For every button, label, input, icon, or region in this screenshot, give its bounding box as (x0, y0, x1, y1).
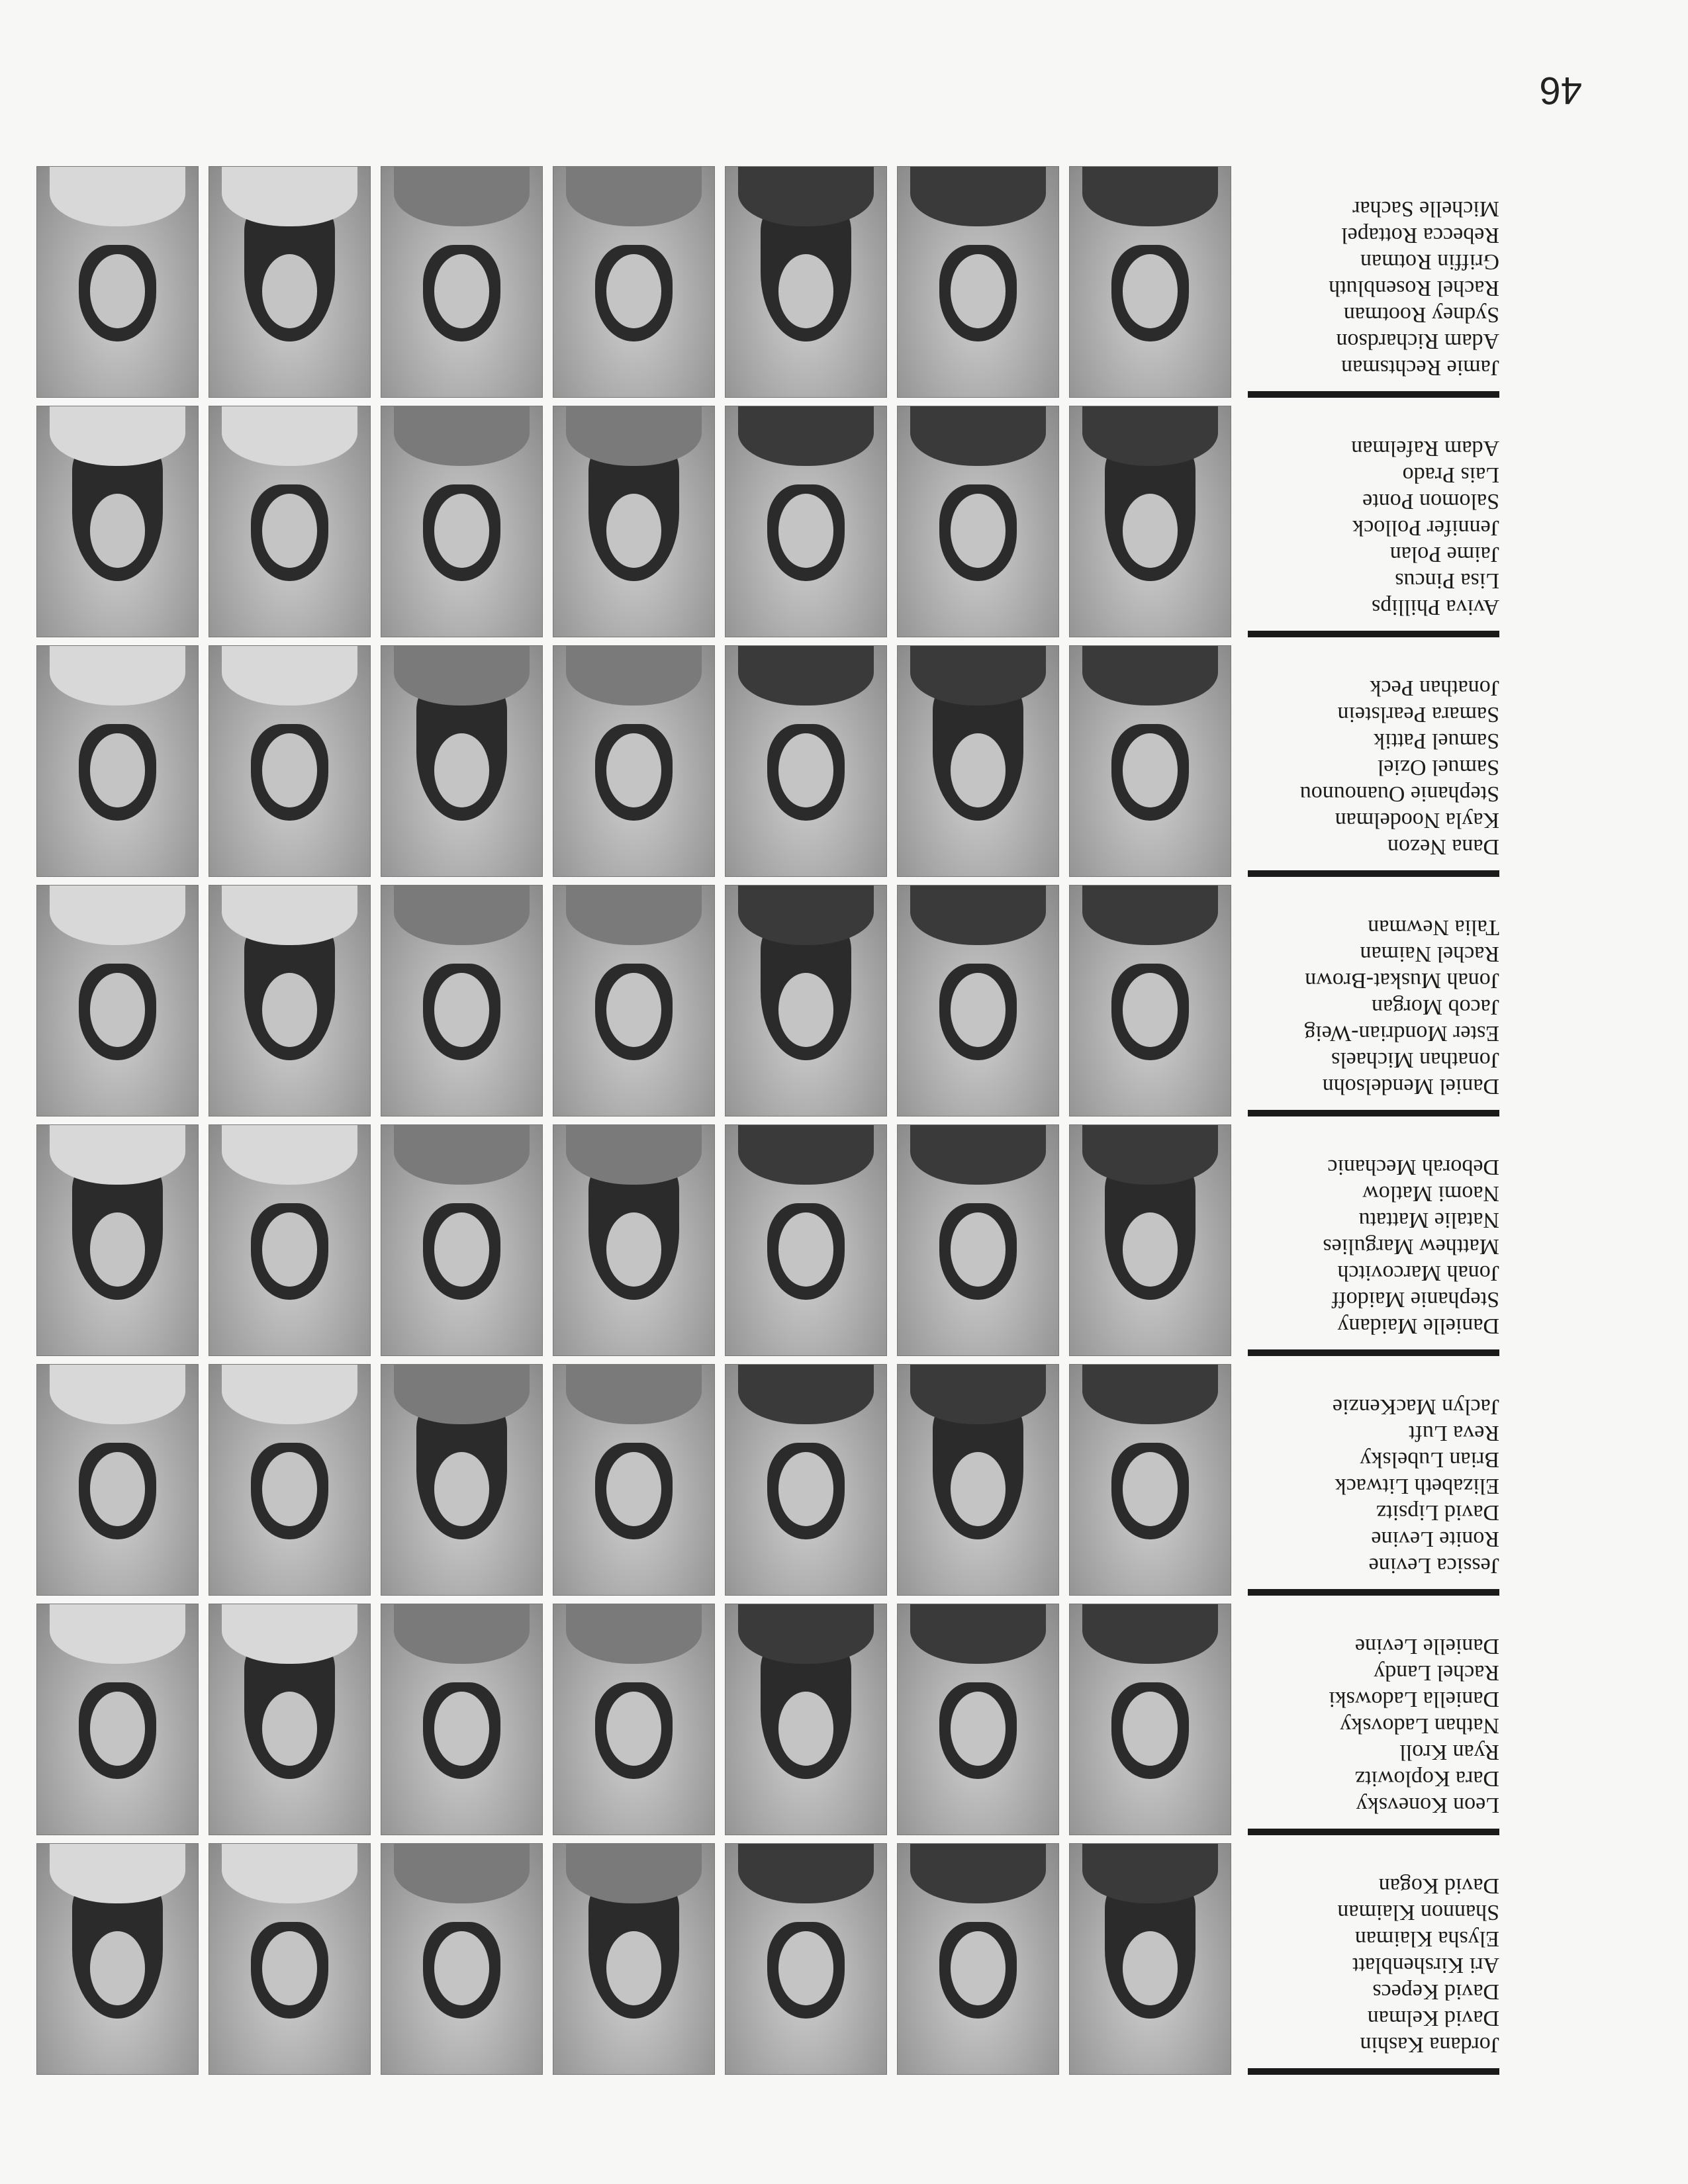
portrait-clothing (222, 885, 357, 945)
portrait-face (951, 254, 1006, 328)
portrait-face (262, 1452, 317, 1525)
portrait-face (606, 973, 661, 1046)
portrait-photo (36, 166, 199, 398)
portrait-clothing (910, 406, 1045, 466)
portrait-clothing (1082, 406, 1217, 466)
portrait-photo (725, 1843, 887, 2075)
student-name: Brian Lubelsky (1360, 1447, 1499, 1472)
student-name: Rachel Naiman (1360, 942, 1499, 966)
student-name: Dara Koplowitz (1354, 1766, 1499, 1791)
student-name: David Kepecs (1372, 1979, 1499, 2004)
student-name: Lisa Pincus (1395, 569, 1499, 593)
portrait-clothing (50, 406, 185, 466)
portrait-clothing (50, 645, 185, 705)
portrait-photo (381, 166, 543, 398)
portrait-clothing (738, 1604, 873, 1664)
portrait-face (1123, 494, 1178, 567)
student-name: Jaclyn MacKenzie (1332, 1394, 1499, 1419)
portrait-face (606, 1931, 661, 2005)
portrait-clothing (1082, 645, 1217, 705)
portrait-clothing (50, 1124, 185, 1185)
portrait-photo (897, 1364, 1059, 1596)
portrait-clothing (910, 166, 1045, 226)
portrait-clothing (738, 885, 873, 945)
portrait-clothing (910, 645, 1045, 705)
portrait-face (90, 1931, 145, 2005)
portrait-photo (897, 885, 1059, 1116)
portrait-face (951, 733, 1006, 807)
portrait-photo (725, 885, 887, 1116)
student-name: David Lipsitz (1376, 1500, 1499, 1525)
student-name: Jonathan Peck (1370, 676, 1499, 700)
portrait-clothing (222, 1604, 357, 1664)
portrait-photo (553, 406, 715, 637)
portrait-photo (209, 406, 371, 637)
portrait-clothing (566, 1843, 701, 1903)
portrait-photo (209, 885, 371, 1116)
student-name: Deborah Mechanic (1327, 1155, 1499, 1179)
portrait-face (90, 973, 145, 1046)
portrait-face (606, 733, 661, 807)
student-name: Jonah Muskat-Brown (1305, 968, 1499, 993)
name-block-row-4 (1248, 1154, 1499, 1356)
student-name: Jamie Rechtsman (1341, 355, 1499, 380)
student-name: Daniella Ladowski (1329, 1687, 1499, 1711)
portrait-face (1123, 973, 1178, 1046)
portrait-face (778, 1692, 833, 1765)
portrait-face (262, 494, 317, 567)
portrait-photo (36, 885, 199, 1116)
portrait-face (778, 494, 833, 567)
name-block-row-2 (1248, 1633, 1499, 1835)
student-name: Samuel Pattik (1374, 729, 1499, 753)
student-name: Rachel Rosenbluth (1329, 276, 1499, 300)
portrait-photo (553, 1124, 715, 1356)
portrait-face (434, 1212, 489, 1286)
portrait-photo (553, 885, 715, 1116)
portrait-face (434, 494, 489, 567)
student-name: Jennifer Pollock (1352, 516, 1499, 540)
portrait-clothing (566, 406, 701, 466)
portrait-face (606, 494, 661, 567)
portrait-clothing (1082, 1843, 1217, 1903)
student-name: Jonah Marcovitch (1337, 1261, 1499, 1285)
portrait-photo (553, 166, 715, 398)
portrait-photo (725, 406, 887, 637)
portrait-clothing (738, 166, 873, 226)
student-name: Adam Richardson (1336, 329, 1499, 353)
portrait-clothing (910, 1364, 1045, 1424)
portrait-face (262, 1931, 317, 2005)
divider-rule (1248, 1589, 1499, 1596)
name-block-row-8 (1248, 195, 1499, 398)
portrait-photo (553, 645, 715, 877)
portrait-face (434, 1452, 489, 1525)
student-name: Rachel Landy (1374, 1661, 1499, 1685)
divider-rule (1248, 2068, 1499, 2075)
portrait-photo (36, 406, 199, 637)
portrait-photo (36, 1364, 199, 1596)
name-block-row-3 (1248, 1393, 1499, 1596)
divider-rule (1248, 1110, 1499, 1116)
student-name: Jordana Kashin (1360, 2032, 1499, 2057)
student-name: Elysha Klaiman (1354, 1927, 1499, 1951)
portrait-face (606, 254, 661, 328)
student-name: Kayla Noodelman (1335, 808, 1499, 833)
portrait-clothing (394, 1124, 529, 1185)
portrait-face (434, 973, 489, 1046)
student-name: Rebecca Rottapel (1341, 223, 1499, 248)
portrait-photo (1069, 406, 1231, 637)
portrait-clothing (394, 885, 529, 945)
portrait-clothing (910, 1843, 1045, 1903)
portrait-face (1123, 1452, 1178, 1525)
portrait-face (1123, 1212, 1178, 1286)
student-name: Natalie Mattatu (1358, 1208, 1499, 1232)
portrait-clothing (910, 1604, 1045, 1664)
divider-rule (1248, 391, 1499, 398)
student-name: Samara Pearlstein (1337, 702, 1499, 727)
student-name: David Kogan (1378, 1874, 1499, 1898)
student-name: Michelle Sachar (1352, 197, 1499, 221)
portrait-face (951, 494, 1006, 567)
portrait-photo (897, 1124, 1059, 1356)
portrait-photo (381, 885, 543, 1116)
portrait-photo (36, 1604, 199, 1835)
name-block-row-5 (1248, 914, 1499, 1116)
portrait-photo (209, 645, 371, 877)
portrait-photo (209, 166, 371, 398)
portrait-clothing (394, 1843, 529, 1903)
portrait-clothing (394, 166, 529, 226)
portrait-photo (897, 1604, 1059, 1835)
portrait-photo (725, 166, 887, 398)
student-name: Ester Mondrian-Weig (1304, 1021, 1499, 1046)
portrait-face (951, 1452, 1006, 1525)
student-name: Stephanie Maidoff (1331, 1287, 1499, 1312)
portrait-photo (1069, 1364, 1231, 1596)
portrait-face (951, 973, 1006, 1046)
portrait-clothing (1082, 1364, 1217, 1424)
portrait-face (262, 733, 317, 807)
portrait-face (606, 1692, 661, 1765)
portrait-clothing (50, 885, 185, 945)
portrait-clothing (910, 885, 1045, 945)
portrait-photo (897, 406, 1059, 637)
divider-rule (1248, 1349, 1499, 1356)
student-name: Jaime Polan (1389, 542, 1499, 567)
portrait-clothing (738, 1843, 873, 1903)
portrait-photo-grid (36, 166, 1231, 2075)
portrait-photo (381, 1843, 543, 2075)
portrait-clothing (566, 166, 701, 226)
portrait-photo (209, 1604, 371, 1835)
divider-rule (1248, 870, 1499, 877)
portrait-photo (897, 645, 1059, 877)
name-block-row-6 (1248, 674, 1499, 877)
portrait-face (606, 1452, 661, 1525)
student-name: Jonathan Michaels (1331, 1048, 1499, 1072)
portrait-photo (1069, 1124, 1231, 1356)
portrait-clothing (738, 645, 873, 705)
portrait-face (90, 1452, 145, 1525)
student-name: Matthew Margulies (1323, 1234, 1499, 1259)
portrait-face (262, 1212, 317, 1286)
portrait-face (434, 254, 489, 328)
student-name: Shannon Klaiman (1337, 1900, 1499, 1925)
student-name: Salomon Ponte (1362, 489, 1499, 514)
portrait-clothing (394, 645, 529, 705)
portrait-photo (553, 1843, 715, 2075)
student-name: Nathan Ladovsky (1340, 1713, 1499, 1738)
portrait-face (951, 1931, 1006, 2005)
portrait-photo (209, 1364, 371, 1596)
portrait-face (778, 1931, 833, 2005)
portrait-clothing (222, 1124, 357, 1185)
student-name: Ryan Kroll (1399, 1740, 1499, 1764)
portrait-face (1123, 1931, 1178, 2005)
portrait-photo (381, 1124, 543, 1356)
student-name: Elizabeth Litwack (1335, 1474, 1499, 1498)
student-name: Naomi Matlow (1362, 1181, 1499, 1206)
divider-rule (1248, 1829, 1499, 1835)
portrait-clothing (222, 645, 357, 705)
portrait-face (434, 1931, 489, 2005)
portrait-photo (1069, 885, 1231, 1116)
portrait-face (434, 733, 489, 807)
portrait-clothing (566, 885, 701, 945)
portrait-face (262, 1692, 317, 1765)
portrait-face (778, 1452, 833, 1525)
portrait-face (90, 254, 145, 328)
portrait-face (1123, 254, 1178, 328)
portrait-clothing (738, 406, 873, 466)
portrait-photo (897, 166, 1059, 398)
portrait-clothing (1082, 1604, 1217, 1664)
portrait-photo (1069, 1604, 1231, 1835)
portrait-clothing (738, 1364, 873, 1424)
student-name: Lais Prado (1402, 463, 1499, 487)
portrait-photo (36, 645, 199, 877)
portrait-clothing (50, 1364, 185, 1424)
student-name: Adam Rafelman (1351, 436, 1499, 461)
portrait-clothing (1082, 1124, 1217, 1185)
student-name: Jacob Morgan (1372, 995, 1499, 1019)
portrait-photo (36, 1843, 199, 2075)
student-name: Sydney Rootman (1343, 302, 1499, 327)
student-name: David Kelman (1367, 2006, 1499, 2030)
portrait-clothing (566, 1604, 701, 1664)
student-name: Ronite Levine (1371, 1527, 1499, 1551)
student-name: Aviva Phillips (1372, 595, 1499, 619)
student-name: Talia Newman (1368, 915, 1499, 940)
portrait-face (1123, 733, 1178, 807)
portrait-clothing (50, 1843, 185, 1903)
portrait-photo (725, 1364, 887, 1596)
portrait-face (90, 1692, 145, 1765)
portrait-clothing (222, 406, 357, 466)
portrait-photo (553, 1364, 715, 1596)
portrait-face (778, 733, 833, 807)
divider-rule (1248, 631, 1499, 637)
portrait-photo (725, 645, 887, 877)
portrait-clothing (222, 1364, 357, 1424)
portrait-face (606, 1212, 661, 1286)
student-name: Jessica Levine (1368, 1553, 1499, 1578)
portrait-photo (725, 1604, 887, 1835)
portrait-clothing (910, 1124, 1045, 1185)
student-name: Dana Nezon (1387, 835, 1499, 859)
portrait-clothing (394, 406, 529, 466)
student-name: Samuel Oziel (1377, 755, 1499, 780)
portrait-photo (381, 1364, 543, 1596)
portrait-photo (1069, 1843, 1231, 2075)
portrait-photo (381, 1604, 543, 1835)
portrait-clothing (222, 166, 357, 226)
portrait-photo (1069, 645, 1231, 877)
portrait-photo (209, 1843, 371, 2075)
page-number: 46 (1539, 69, 1582, 112)
portrait-clothing (222, 1843, 357, 1903)
student-name: Ari Kirshenblatt (1352, 1953, 1499, 1978)
portrait-face (90, 494, 145, 567)
portrait-face (778, 1212, 833, 1286)
portrait-photo (381, 645, 543, 877)
portrait-photo (1069, 166, 1231, 398)
student-name: Stephanie Ouanounou (1299, 782, 1499, 806)
portrait-face (951, 1212, 1006, 1286)
student-name: Danielle Maidany (1337, 1314, 1499, 1338)
portrait-clothing (394, 1604, 529, 1664)
portrait-clothing (566, 645, 701, 705)
portrait-face (262, 254, 317, 328)
name-block-row-7 (1248, 435, 1499, 637)
portrait-clothing (566, 1124, 701, 1185)
portrait-clothing (566, 1364, 701, 1424)
portrait-photo (725, 1124, 887, 1356)
portrait-clothing (1082, 166, 1217, 226)
student-name: Danielle Levine (1354, 1634, 1499, 1659)
portrait-photo (381, 406, 543, 637)
portrait-photo (897, 1843, 1059, 2075)
portrait-face (262, 973, 317, 1046)
portrait-face (778, 973, 833, 1046)
portrait-clothing (1082, 885, 1217, 945)
name-block-row-1 (1248, 1872, 1499, 2075)
portrait-face (1123, 1692, 1178, 1765)
portrait-clothing (394, 1364, 529, 1424)
portrait-photo (209, 1124, 371, 1356)
portrait-clothing (738, 1124, 873, 1185)
portrait-clothing (50, 166, 185, 226)
portrait-face (951, 1692, 1006, 1765)
portrait-face (90, 1212, 145, 1286)
portrait-photo (36, 1124, 199, 1356)
student-name: Daniel Mendelsohn (1322, 1074, 1499, 1099)
student-name: Griffin Rotman (1360, 250, 1499, 274)
student-name: Leon Konevsky (1356, 1793, 1499, 1817)
portrait-face (90, 733, 145, 807)
portrait-photo (553, 1604, 715, 1835)
student-name: Reva Luft (1409, 1421, 1499, 1445)
portrait-face (434, 1692, 489, 1765)
portrait-clothing (50, 1604, 185, 1664)
portrait-face (778, 254, 833, 328)
